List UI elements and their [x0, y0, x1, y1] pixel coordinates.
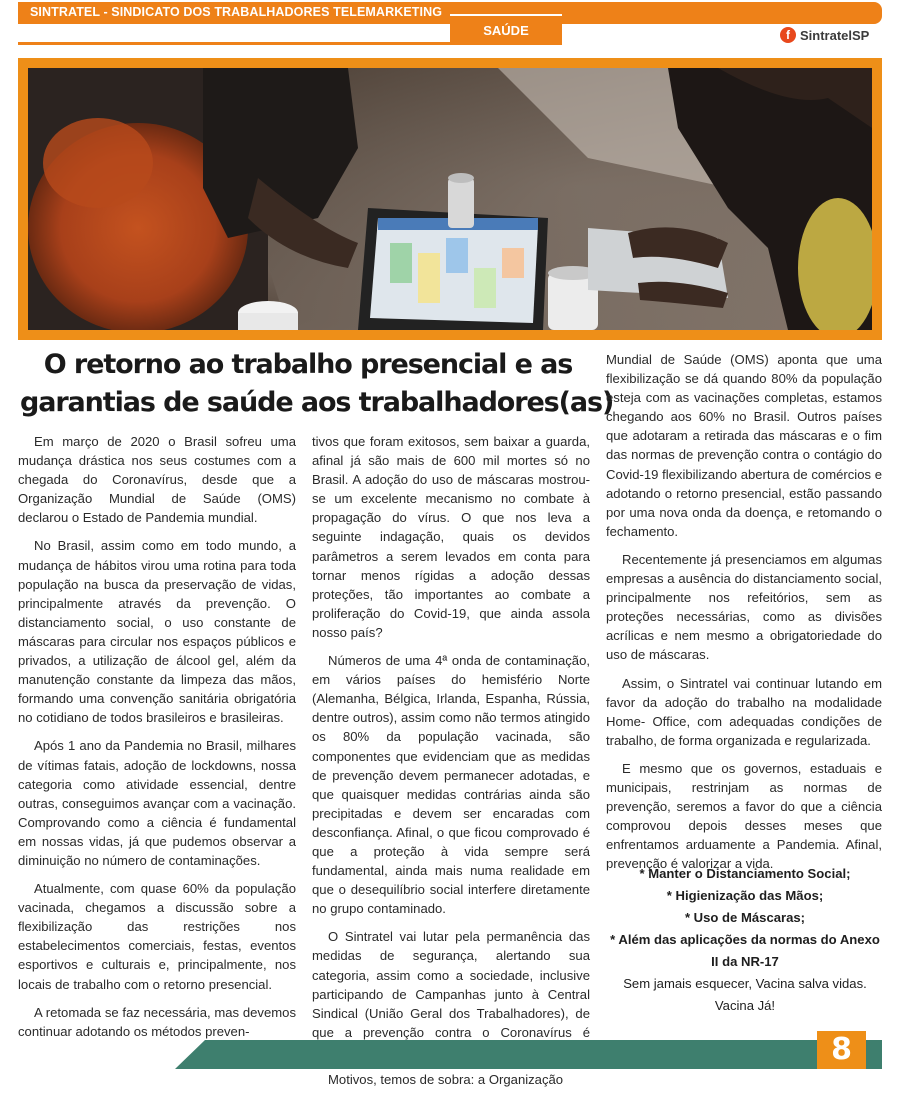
- list-item: * Manter o Distanciamento Social;: [639, 866, 851, 881]
- page-header: [18, 2, 882, 44]
- paragraph: No Brasil, assim como em todo mundo, a mudança de hábitos virou uma rotina para toda população na busca da preservação de vidas, principalmente através da prevenção. O distanciamento social, o uso constante de máscaras para circular nos espaços públicos e privados, a utilização de álcool gel, além da manutenção constante da limpeza das mãos, formando uma convenção sanitária obrigatória no cotidiano de todos brasileiros e brasileiras.: [18, 538, 296, 726]
- section-label: SAÚDE: [483, 23, 529, 38]
- headline-line-1: O retorno ao trabalho presencial e as: [43, 349, 573, 380]
- footer-strip: [175, 1040, 817, 1069]
- article-column-2: [312, 432, 590, 1098]
- list-item-continued: II da NR-17: [711, 954, 779, 969]
- list-item: * Além das aplicações da normas do Anexo: [610, 932, 880, 947]
- footer-strip-edge: [866, 1040, 882, 1069]
- paragraph: Motivos, temos de sobra: a Organização: [328, 1072, 564, 1087]
- facebook-handle: SintratelSP: [800, 28, 870, 43]
- office-photo: [28, 68, 872, 330]
- prevention-list: [600, 863, 890, 1017]
- paragraph: E mesmo que os governos, estaduais e municipais, restrinjam as normas de prevenção, seremos a favor do que a ciência comprovou depois desses meses que enfrentamos arduamente a Pandemia. Afinal, prevenção é valorizar a vida.: [606, 760, 882, 872]
- paragraph: O Sintratel vai lutar pela permanência das medidas de segurança, alertando sua categoria, assim como a sociedade, inclusive participando de Campanhas junto à Central Sindical (União Geral dos Trabalhadores), de que a prevenção contra o Coronavírus é: [312, 929, 590, 1040]
- paragraph: Após 1 ano da Pandemia no Brasil, milhares de vítimas fatais, adoção de lockdowns, nossa categoria como atividade essencial, dentre outras, conseguimos avançar com a vacinação. Comprovando como a ciência é fundamental em nossas vidas, já que pudemos observar a diminuição no número de contaminações.: [18, 738, 296, 868]
- header-underline: [18, 42, 562, 45]
- page-number-box: [817, 1031, 866, 1069]
- page-number: 8: [831, 1032, 852, 1067]
- newsletter-title: SINTRATEL - SINDICATO DOS TRABALHADORES TELEMARKETING: [30, 5, 443, 19]
- paragraph: Atualmente, com quase 60% da população vacinada, chegamos a discussão sobre a flexibilização das restrições nos estabelecimentos comerciais, festas, eventos esportivos e culturais e, principalmente, nos locais de trabalho com o retorno presencial.: [18, 881, 296, 992]
- paragraph: Mundial de Saúde (OMS) aponta que uma flexibilização se dá quando 80% da população esteja com as vacinações completas, estamos chegando aos 60% no Brasil. Outros países que adotaram a retirada das máscaras e o fim das normas de prevenção contra o contágio do Covid-19 flexibilizando abertura de comércios e adotando o retorno presencial, estão passando por uma nova onda da doença, e retomando o fechamento.: [606, 352, 882, 539]
- paragraph: tivos que foram exitosos, sem baixar a guarda, afinal já são mais de 600 mil mortes só no Brasil. A adoção do uso de máscaras mostrou-se um excelente mecanismo no combate à propagação do vírus. O que nos leva a seguinte indagação, quais os devidos parâmetros a serem levados em conta para tornar menos rígidas a adoção dessas proteções, tão importantes ao combate a proliferação do Covid-19, que ainda assola nosso país?: [312, 434, 590, 640]
- list-item: * Higienização das Mãos;: [666, 888, 824, 903]
- section-tab: [450, 14, 562, 44]
- article-headline: [20, 346, 614, 422]
- paragraph: Recentemente já presenciamos em algumas empresas a ausência do distanciamento social, principalmente nos refeitórios, sem as proteções necessárias, como as divisões acrílicas e nem mesmo a obrigatoriedade do uso de máscaras.: [606, 551, 882, 663]
- header-gap: [18, 24, 450, 42]
- article-column-1: [18, 432, 296, 1050]
- article-column-3: [606, 350, 882, 882]
- office-photo-illustration: [28, 68, 872, 330]
- closing-line: Sem jamais esquecer, Vacina salva vidas.: [623, 976, 867, 991]
- paragraph: Números de uma 4ª onda de contaminação, em vários países do hemisfério Norte (Alemanha, Bélgica, Irlanda, Espanha, Rússia, dentre outros), assim como não termos atingido os 80% da população vacinada, são componentes que evidenciam que as medidas de prevenção devem permanecer adotadas, e que quaisquer medidas contrárias ainda são precipitadas e devem ser encaradas com desconfiança. Afinal, o que ficou comprovado é que a proteção à vida sempre será fundamental, ainda mais numa realidade em que o desequilíbrio social interfere diretamente no grupo contaminado.: [312, 653, 590, 917]
- list-item: * Uso de Máscaras;: [684, 910, 806, 925]
- headline-line-2: garantias de saúde aos trabalhadores(as): [20, 387, 614, 418]
- closing-line: Vacina Já!: [714, 998, 776, 1013]
- photo-frame: [18, 58, 882, 340]
- paragraph: Assim, o Sintratel vai continuar lutando em favor da adoção do trabalho na modalidade Home- Office, com adequadas condições de trabalho, de forma organizada e regularizada.: [606, 675, 882, 748]
- facebook-icon: f: [780, 27, 796, 43]
- paragraph: Em março de 2020 o Brasil sofreu uma mudança drástica nos seus costumes com a chegada do Coronavírus, desde que a Organização Mundial de Saúde (OMS) declarou o Estado de Pandemia mundial.: [18, 434, 296, 526]
- paragraph: A retomada se faz necessária, mas devemos continuar adotando os métodos preven-: [18, 1004, 296, 1039]
